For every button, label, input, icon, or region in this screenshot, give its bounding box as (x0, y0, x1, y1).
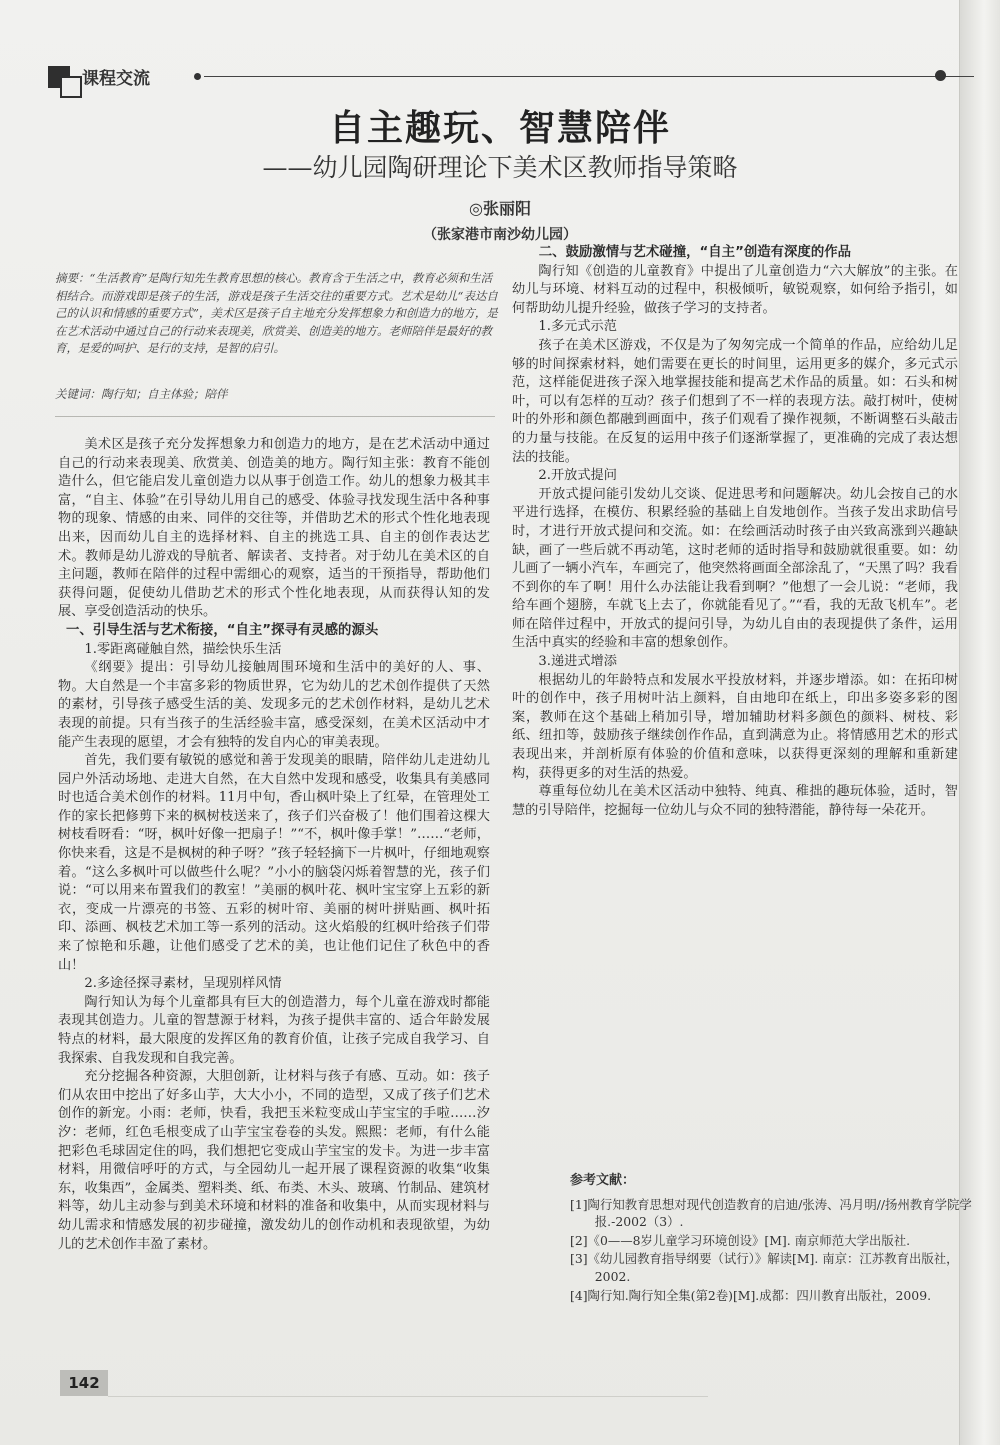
subheading-2-3: 3.递进式增添 (538, 654, 617, 670)
subheading-1-2: 2.多途径探寻素材，呈现别样风情 (84, 976, 282, 992)
affiliation: （张家港市南沙幼儿园） (423, 227, 577, 243)
paragraph: 根据幼儿的年龄特点和发展水平投放材料，并逐步增添。如：在拓印树叶的创作中，孩子用树叶沾上颜料，自由地印在纸上，印出多姿多彩的图案，教师在这个基础上稍加引导，增加辅助材料多颜色的颜料、树枝、彩纸、纽扣等，鼓励孩子继续创作作品，直到满意为止。将情感用艺术的形式表现出来，并剖析原有体验的价值和意味，以获得更深刻的理解和重新建构，获得更多的对生活的热爱。 (512, 672, 958, 781)
subheading-2-2: 2.开放式提问 (538, 468, 617, 484)
paragraph: 陶行知《创造的儿童教育》中提出了儿童创造力“六大解放”的主张。在幼儿与环境、材料互动的过程中，积极倾听，敏锐观察，如何给予指引，如何帮助幼儿提升经验，做孩子学习的支持者。 (512, 263, 958, 316)
section-heading-1: 一、引导生活与艺术衔接，“自主”探寻有灵感的源头 (66, 622, 379, 638)
reference-item: [1]陶行知教育思想对现代创造教育的启迪/张涛、冯月明//扬州教育学院学报.-2002（3）. (570, 1196, 972, 1230)
keywords: 关键词：陶行知；自主体验；陪伴 (55, 387, 228, 401)
closing-paragraph: 尊重每位幼儿在美术区活动中独特、纯真、稚拙的趣玩体验，适时，智慧的引导陪伴，挖掘每一位幼儿与众不同的独特潜能，静待每一朵花开。 (512, 784, 958, 818)
section-heading-2: 二、鼓励激情与艺术碰撞，“自主”创造有深度的作品 (538, 245, 851, 260)
paragraph: 开放式提问能引发幼儿交谈、促进思考和问题解决。幼儿会按自己的水平进行选择，在模仿、积累经验的基础上自发地创作。当孩子发出求助信号时，才进行开放式提问和交流。如：在绘画活动时孩子由兴致高涨到兴趣缺缺，画了一些后就不再动笔，这时老师的适时指导和鼓励就很重要。如：幼儿画了一辆小汽车，车画完了，他突然将画面全部涂乱了，“天黑了吗？我看不到你的车了啊！用什么办法能让我看到啊？”他想了一会儿说：“老师，我给车画个翅膀，车就飞上去了，你就能看见了。”“看，我的无敌飞机车”。老师在陪伴过程中，开放式的提问引导，为幼儿自由的表现提供了条件，运用生活中真实的经验和丰富的想象创作。 (512, 486, 958, 651)
article-title: 自主趣玩、智慧陪伴 (328, 107, 671, 149)
page-number: 142 (60, 1370, 108, 1396)
abstract: 摘要：“生活教育”是陶行知先生教育思想的核心。教育含于生活之中，教育必须和生活相结合。而游戏即是孩子的生活，游戏是孩子生活交往的重要方式。艺术是幼儿“表达自己的认识和情感的重要方式”，美术区是孩子自主地充分发挥想象力和创造力的地方，是在艺术活动中通过自己的行动来表现美，欣赏美、创造美的地方。老师陪伴是最好的教育，是爱的呵护、是行的支持，是智的启引。 (55, 271, 498, 356)
subheading-2-1: 1.多元式示范 (538, 319, 617, 335)
header-end-dot-icon (935, 70, 946, 81)
abstract-divider (55, 416, 495, 417)
reference-item: [4]陶行知.陶行知全集(第2卷)[M].成都：四川教育出版社，2009. (570, 1287, 932, 1303)
page-header (44, 60, 944, 100)
reference-item: [3]《幼儿园教育指导纲要（试行）》解读[M]. 南京：江苏教育出版社，2002. (570, 1251, 959, 1284)
reference-item: [2]《0——8岁儿童学习环境创设》[M]. 南京师范大学出版社. (570, 1232, 911, 1248)
header-rule (204, 76, 974, 77)
right-column (512, 244, 958, 820)
tag-outline-square-icon (60, 76, 82, 98)
subheading-1-1: 1.零距离碰触自然，描绘快乐生活 (84, 641, 282, 657)
paragraph: 首先，我们要有敏锐的感觉和善于发现美的眼睛，陪伴幼儿走进幼儿园户外活动场地、走进大自然，在大自然中发现和感受，收集具有美感同时也适合美术创作的材料。11月中旬，香山枫叶染上了红晕，在管理处工作的家长把修剪下来的枫树枝送来了，孩子们兴奋极了！他们围着这棵大树枝看呀看：“呀，枫叶好像一把扇子！”“不，枫叶像手掌！”……“老师，你快来看，这是不是枫树的种子呀？”孩子轻轻摘下一片枫叶，仔细地观察着。“这么多枫叶可以做些什么呢？”小小的脑袋闪烁着智慧的光，孩子们说：“可以用来布置我们的教室！”美丽的枫叶花、枫叶宝宝穿上五彩的新衣，变成一片漂亮的书签、五彩的树叶帘、美丽的树叶拼贴画、枫叶拓印、添画、枫枝艺术加工等一系列的活动。这火焰般的红枫叶给孩子们带来了惊艳和乐趣，让他们感受了艺术的美，也让他们记住了秋色中的香山！ (58, 753, 490, 973)
left-column (58, 436, 490, 1254)
references-title: 参考文献： (570, 1173, 636, 1188)
paragraph: 孩子在美术区游戏，不仅是为了匆匆完成一个简单的作品，应给幼儿足够的时间探索材料，她们需要在更长的时间里，运用更多的媒介，多元式示范，这样能促进孩子深入地掌握技能和提高艺术作品的质量。如：石头和树叶，可以有怎样的互动？孩子们想到了不一样的表现方法。敲打树叶，使树叶的外形和颜色都融到画面中，孩子们观看了操作视频，不断调整石头敲击的力量与技能。在反复的运用中孩子们逐渐掌握了，更准确的完成了表达想法的技能。 (512, 337, 958, 465)
paragraph: 《纲要》提出：引导幼儿接触周围环境和生活中的美好的人、事、物。大自然是一个丰富多彩的物质世界，它为幼儿的艺术创作提供了天然的素材，引导孩子感受生活的美、发现多元的艺术创作材料，是幼儿艺术表现的前提。只有当孩子的生活经验丰富，感受深刻，在美术区活动中才能产生表现的愿望，才会有独特的发自内心的审美表现。 (58, 660, 490, 750)
footer-rule (108, 1396, 708, 1397)
author: ◎张丽阳 (469, 199, 531, 218)
references (570, 1172, 980, 1305)
article-subtitle: ——幼儿园陶研理论下美术区教师指导策略 (262, 153, 738, 182)
column-tag-label: 课程交流 (82, 69, 150, 89)
intro-paragraph: 美术区是孩子充分发挥想象力和创造力的地方，是在艺术活动中通过自己的行动来表现美、欣赏美、创造美的地方。陶行知主张：教育不能创造什么，但它能启发儿童创造力以从事于创造工作。幼儿的想象力极其丰富，“自主、体验”在引导幼儿用自己的感受、体验寻找发现生活中各种事物的现象、情感的由来、同伴的交往等，并借助艺术的形式个性化地表现出来，因而幼儿自主的选择材料、自主的挑选工具、自主的创作表达艺术。教师是幼儿游戏的导航者、解读者、支持者。对于幼儿在美术区的自主问题，教师在陪伴的过程中需细心的观察，适当的干预指导，帮助他们获得问题，促使幼儿借助艺术的形式个性化地表现，从而获得认知的发展、享受创造活动的快乐。 (58, 437, 490, 620)
header-dot-icon (194, 73, 201, 80)
column-tag (48, 64, 150, 89)
paragraph: 充分挖掘各种资源，大胆创新，让材料与孩子有感、互动。如：孩子们从农田中挖出了好多山芋，大大小小，不同的造型，又成了孩子们艺术创作的新宠。小雨：老师，快看，我把玉米粒变成山芋宝宝的手啦……汐汐：老师，红色毛根变成了山芋宝宝卷卷的头发。熙熙：老师，有什么能把彩色毛球固定住的吗，我们想把它变成山芋宝宝的发卡。为进一步丰富材料，用微信呼吁的方式，与全园幼儿一起开展了课程资源的收集“收集东，收集西”，金属类、塑料类、纸、布类、木头、玻璃、竹制品、建筑材料等，幼儿主动参与到美术环境和材料的准备和收集中，从而实现材料与幼儿需求和情感发展的初步碰撞，激发幼儿的创作动机和表现欲望，为幼儿的艺术创作丰盈了素材。 (58, 1069, 490, 1252)
paragraph: 陶行知认为每个儿童都具有巨大的创造潜力，每个儿童在游戏时都能表现其创造力。儿童的智慧源于材料，为孩子提供丰富的、适合年龄发展特点的材料，最大限度的发挥区角的教育价值，让孩子完成自我学习、自我探索、自我发现和自我完善。 (58, 994, 490, 1066)
